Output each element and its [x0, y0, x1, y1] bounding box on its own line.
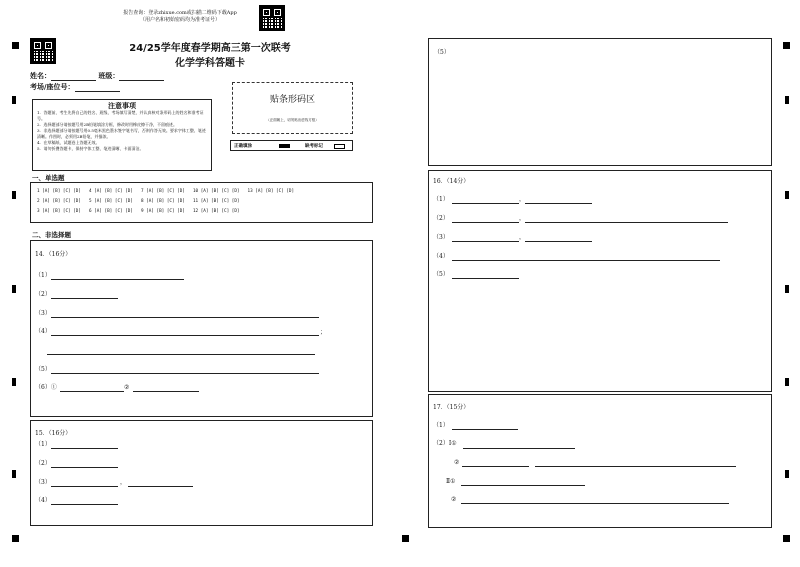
filled-box-icon	[279, 144, 290, 148]
side-mark	[785, 285, 789, 293]
q15-part5-label: （5）	[434, 49, 450, 56]
q17-part2-i2-label: ②	[454, 459, 460, 466]
corner-mark-tr	[783, 42, 790, 49]
q14-part1-line[interactable]	[51, 279, 184, 280]
q16-part4-line[interactable]	[452, 260, 720, 261]
q17-answer-box	[428, 394, 772, 528]
q14-title: 14．（16分）	[35, 251, 72, 258]
page-title	[90, 39, 330, 69]
top-notice-line1: 报告查询：登录zhixue.com或扫描二维码下载App	[123, 10, 237, 16]
notice-item: 4．在草稿纸、试题卷上答题无效。	[37, 140, 100, 145]
room-label: 考场/座位号：	[30, 83, 75, 91]
q14-part6a-line[interactable]	[60, 391, 124, 392]
mc-question-13[interactable]: 13 [A] [B] [C] [D]	[247, 189, 295, 194]
top-notice	[110, 10, 250, 24]
mc-row	[37, 199, 248, 205]
name-label: 姓名：	[30, 72, 51, 80]
q17-part2-i2b-line[interactable]	[535, 466, 736, 467]
q14-part6b-label: ②	[124, 384, 130, 391]
q17-part2-ii1-label: Ⅱ①	[446, 478, 456, 485]
center-mark-bottom	[402, 535, 409, 542]
barcode-label: 贴条形码区	[269, 95, 315, 105]
q17-part2-ii2-line[interactable]	[461, 503, 729, 504]
student-info	[30, 72, 164, 92]
side-mark	[12, 470, 16, 478]
corner-mark-bl	[12, 535, 19, 542]
q14-part2-line[interactable]	[51, 298, 118, 299]
name-field[interactable]	[51, 74, 96, 81]
q14-part6-label: （6）①	[35, 384, 57, 391]
q14-part3-label: （3）	[35, 310, 51, 317]
mc-question-4[interactable]: 4 [A] [B] [C] [D]	[88, 189, 133, 194]
q15-part2-line[interactable]	[51, 467, 118, 468]
mc-question-8[interactable]: 8 [A] [B] [C] [D]	[140, 199, 185, 204]
notice-item: 1．答题前，考生先将自己的姓名、班级、考场填写清楚，并认真核对条形码上的姓名和准考证号。	[37, 110, 204, 121]
mc-question-10[interactable]: 10 [A] [B] [C] [D]	[192, 189, 240, 194]
q16-part3-comma: ，	[519, 234, 526, 241]
fill-example	[230, 140, 353, 151]
mc-answer-box	[30, 182, 373, 223]
mc-question-5[interactable]: 5 [A] [B] [C] [D]	[88, 199, 133, 204]
side-mark	[785, 96, 789, 104]
q17-part2-ii1-line[interactable]	[461, 485, 585, 486]
notice-box	[32, 99, 212, 171]
q17-part2-label: （2）Ⅰ①	[433, 440, 457, 447]
mc-question-11[interactable]: 11 [A] [B] [C] [D]	[192, 199, 240, 204]
room-field[interactable]	[75, 85, 120, 92]
notice-item: 2．选择题部分请按题号用2B铅笔填涂方框，修改时用橡皮擦干净，不留痕迹。	[37, 122, 178, 127]
q14-part6b-line[interactable]	[133, 391, 199, 392]
title-line1: 24/25学年度春学期高三第一次联考	[129, 43, 291, 54]
q16-part3-label: （3）	[433, 234, 449, 241]
title-line2: 化学学科答题卡	[175, 58, 245, 69]
class-label: 班级：	[98, 72, 120, 80]
notice-title: 注意事项	[108, 102, 136, 110]
mc-row	[37, 189, 302, 195]
side-mark	[12, 378, 16, 386]
q14-part4-semicolon: ；	[320, 329, 327, 336]
notice-item: 5．请勿折叠答题卡，保持字体工整、笔迹清晰、卡面清洁。	[37, 146, 144, 151]
q14-part4-line2[interactable]	[47, 354, 315, 355]
q14-answer-box	[30, 240, 373, 417]
q14-part5-label: （5）	[35, 366, 51, 373]
class-field[interactable]	[119, 74, 164, 81]
corner-mark-tl	[12, 42, 19, 49]
q15-answer-box	[30, 420, 373, 526]
q15-title: 15．（16分）	[35, 430, 72, 437]
q16-answer-box	[428, 170, 772, 392]
side-mark	[12, 285, 16, 293]
qr-code-icon	[30, 38, 56, 64]
side-mark	[785, 191, 789, 199]
q17-part2-i2a-line[interactable]	[462, 466, 529, 467]
q16-part2-label: （2）	[433, 215, 449, 222]
mc-row	[37, 209, 248, 215]
q16-part3a-line[interactable]	[452, 241, 519, 242]
notice-item: 3．非选择题部分请按题号用0.5毫米黑色墨水签字笔书写，否则作答无效。要求字体工整、笔迹清晰。作图时，必须用2B铅笔，并描浓。	[37, 128, 206, 139]
mc-question-2[interactable]: 2 [A] [B] [C] [D]	[37, 199, 81, 204]
mc-question-6[interactable]: 6 [A] [B] [C] [D]	[88, 209, 133, 214]
q14-part1-label: （1）	[35, 272, 51, 279]
side-mark	[785, 470, 789, 478]
q14-part4-label: （4）	[35, 328, 51, 335]
q14-part4-line[interactable]	[51, 335, 319, 336]
q15-part3a-line[interactable]	[51, 486, 118, 487]
mc-question-1[interactable]: 1 [A] [B] [C] [D]	[37, 189, 81, 194]
q17-title: 17．（15分）	[433, 404, 470, 411]
mc-question-9[interactable]: 9 [A] [B] [C] [D]	[140, 209, 185, 214]
q15-part3-comma: ，	[120, 479, 127, 486]
q16-part5-line[interactable]	[452, 278, 519, 279]
q16-part3b-line[interactable]	[525, 241, 592, 242]
q17-part2-i1-line[interactable]	[463, 448, 575, 449]
mc-question-12[interactable]: 12 [A] [B] [C] [D]	[192, 209, 240, 214]
q16-part2a-line[interactable]	[452, 222, 519, 223]
barcode-hint: （正面朝上，切勿贴出虚线方框）	[266, 118, 319, 122]
q16-part1b-line[interactable]	[525, 203, 592, 204]
mc-question-3[interactable]: 3 [A] [B] [C] [D]	[37, 209, 81, 214]
side-mark	[12, 96, 16, 104]
q16-title: 16．（14分）	[433, 178, 470, 185]
section1-title: 一、单选题	[32, 174, 65, 182]
q15-part4-line[interactable]	[51, 504, 118, 505]
missing-mark-label: 缺考标记	[305, 144, 323, 149]
q16-part5-label: （5）	[433, 271, 449, 278]
qr-code-icon	[259, 5, 285, 31]
q14-part3-line[interactable]	[51, 317, 319, 318]
q16-part4-label: （4）	[433, 253, 449, 260]
q15-continued-box	[428, 38, 772, 166]
q15-part3b-line[interactable]	[128, 486, 193, 487]
q15-part1-label: （1）	[35, 441, 51, 448]
q16-part1-label: （1）	[433, 196, 449, 203]
q14-part5-line[interactable]	[51, 373, 319, 374]
section2-title: 二、非选择题	[32, 231, 71, 239]
side-mark	[12, 191, 16, 199]
side-mark	[785, 378, 789, 386]
q17-part2-ii2-label: ②	[451, 496, 457, 503]
mc-question-7[interactable]: 7 [A] [B] [C] [D]	[140, 189, 185, 194]
q16-part2-comma: ，	[519, 215, 526, 222]
q16-part1a-line[interactable]	[452, 203, 519, 204]
q14-part2-label: （2）	[35, 291, 51, 298]
q16-part2b-line[interactable]	[525, 222, 728, 223]
top-notice-line2: （用户名和初始密码均为准考证号）	[139, 17, 220, 23]
q16-part1-comma: ，	[519, 196, 526, 203]
q17-part1-label: （1）	[433, 422, 449, 429]
q15-part2-label: （2）	[35, 460, 51, 467]
q15-part3-label: （3）	[35, 479, 51, 486]
corner-mark-br	[783, 535, 790, 542]
q17-part1-line[interactable]	[452, 429, 518, 430]
q15-part4-label: （4）	[35, 497, 51, 504]
q15-part1-line[interactable]	[51, 448, 118, 449]
correct-fill-label: 正确填涂	[234, 144, 252, 149]
missing-mark-box[interactable]	[334, 144, 345, 149]
barcode-area	[232, 82, 353, 134]
